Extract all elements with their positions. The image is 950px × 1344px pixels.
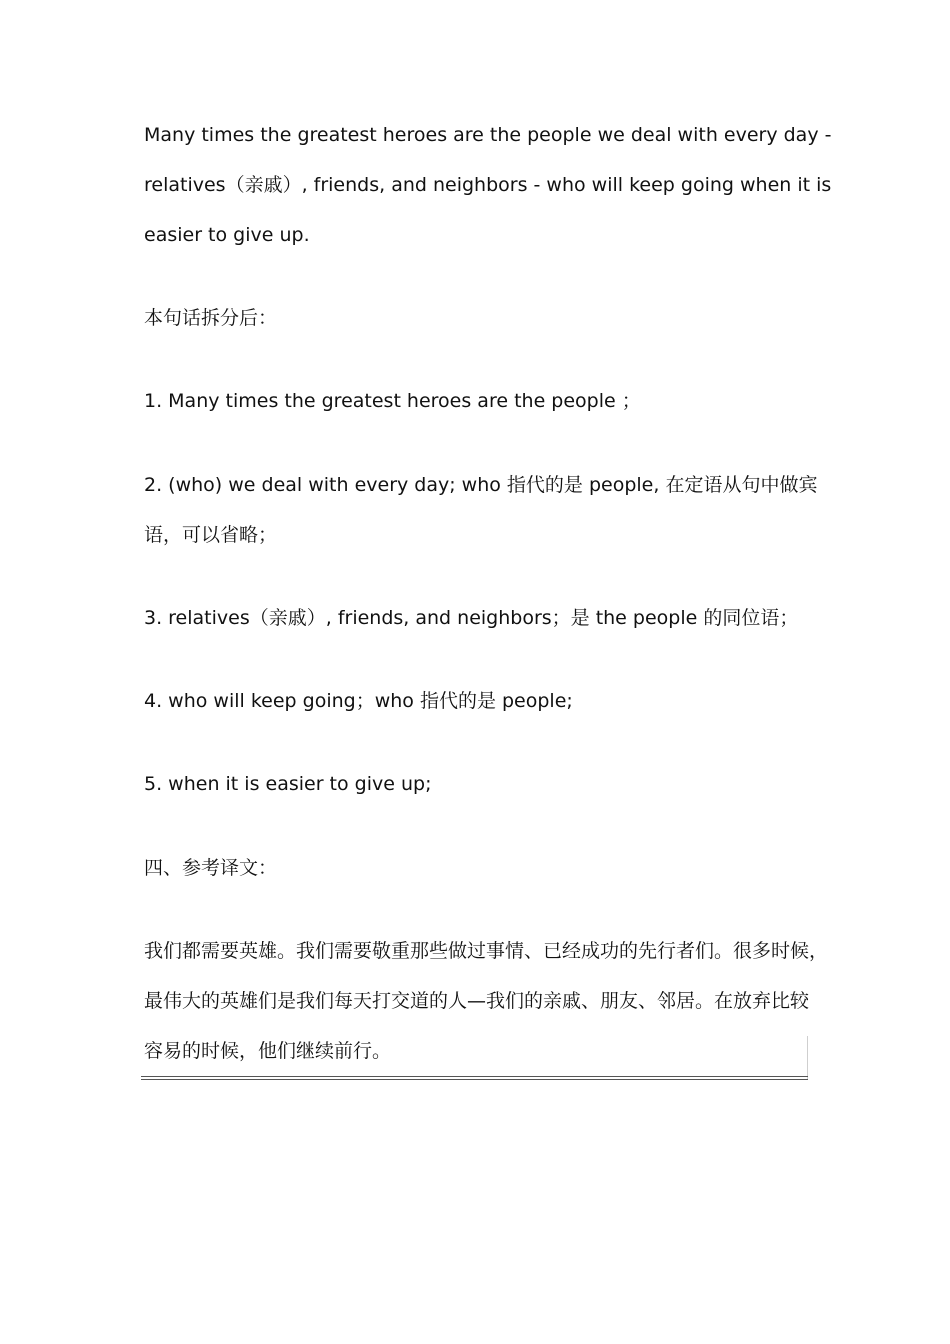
analysis-item-4: 4. who will keep going；who 指代的是 people;: [144, 690, 573, 712]
analysis-heading: 本句话拆分后：: [144, 307, 278, 329]
translation-line-3: 容易的时候，他们继续前行。: [144, 1040, 392, 1062]
intro-line-2: relatives（亲戚）, friends, and neighbors - who will keep going when it is: [144, 174, 832, 196]
analysis-item-3: 3. relatives（亲戚）, friends, and neighbors；是 the people 的同位语；: [144, 607, 799, 629]
translation-line-1: 我们都需要英雄。我们需要敬重那些做过事情、已经成功的先行者们。很多时候，: [144, 940, 829, 962]
intro-line-3: easier to give up.: [144, 224, 310, 246]
translation-heading: 四、参考译文：: [144, 857, 278, 879]
analysis-item-2: 2. (who) we deal with every day; who 指代的是 people, 在定语从句中做宾: [144, 474, 818, 496]
intro-line-1: Many times the greatest heroes are the people we deal with every day -: [144, 124, 832, 146]
translation-line-2: 最伟大的英雄们是我们每天打交道的人—我们的亲戚、朋友、邻居。在放弃比较: [144, 990, 810, 1012]
analysis-item-2-continued: 语，可以省略；: [144, 524, 278, 546]
analysis-item-5: 5. when it is easier to give up;: [144, 773, 432, 795]
section-divider: [141, 1036, 808, 1080]
analysis-item-1: 1. Many times the greatest heroes are the people ；: [144, 390, 641, 412]
